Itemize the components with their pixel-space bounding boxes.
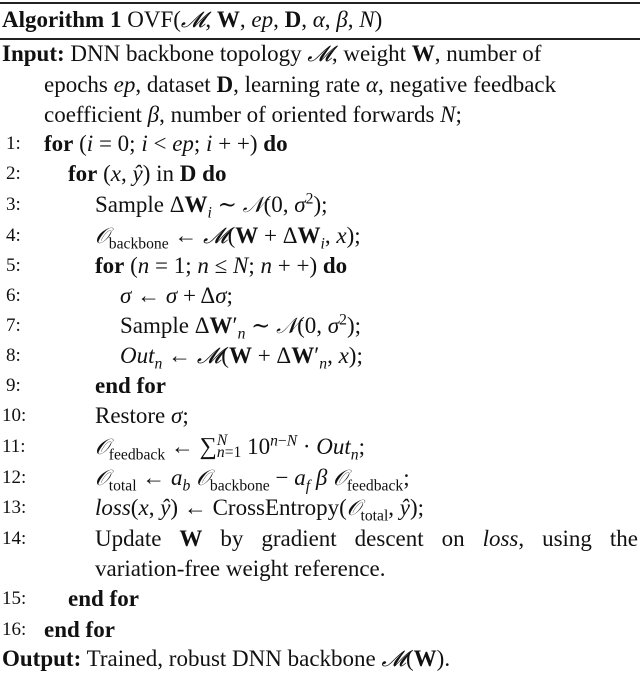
step-2-code: for (x, ŷ) in D do bbox=[68, 161, 227, 186]
algorithm-name: OVF bbox=[127, 7, 174, 32]
line-number: 13: bbox=[2, 497, 27, 518]
step-6 bbox=[0, 281, 640, 311]
algorithm-title: Algorithm 1 OVF(𝓜, W, ep, D, α, β, N) bbox=[2, 7, 383, 33]
step-7-code: Sample $\Delta W'_n$ ∼ 𝒩(0, $\sigma^2$); bbox=[120, 311, 361, 343]
line-number: 2: bbox=[6, 163, 21, 184]
line-number: 6: bbox=[6, 285, 21, 306]
line-number: 4: bbox=[6, 225, 21, 246]
step-11 bbox=[0, 432, 640, 462]
step-16-code: end for bbox=[44, 617, 115, 642]
step-16 bbox=[0, 615, 640, 645]
top-rule bbox=[0, 2, 640, 4]
step-9-code: end for bbox=[95, 373, 166, 398]
step-11-code: 𝒪$_{feedback}$ ← ∑ N n=1 $10^{n-N} \cdot Out_n$; bbox=[95, 431, 365, 464]
step-3-code: Sample $\Delta W_i$ ∼ 𝒩(0, $\sigma^2$); bbox=[95, 190, 328, 222]
input-label: Input: bbox=[2, 41, 65, 66]
step-3 bbox=[0, 190, 640, 220]
line-number: 9: bbox=[6, 375, 21, 396]
step-12 bbox=[0, 463, 640, 493]
output-text: Trained, robust DNN backbone 𝓜(W). bbox=[86, 646, 451, 672]
output-label: Output: bbox=[2, 646, 82, 671]
line-number: 3: bbox=[6, 194, 21, 215]
step-4-code: 𝒪$_{backbone}$ ← 𝓜(W + $\Delta W_i$, x); bbox=[95, 223, 361, 253]
param-alpha: α bbox=[312, 7, 325, 32]
line-number: 7: bbox=[6, 315, 21, 336]
step-12-code: 𝒪$_{total}$ ← $a_b$ 𝒪$_{backbone}$ − $a_f$ β 𝒪$_{feedback}$; bbox=[95, 465, 410, 495]
param-epochs: ep bbox=[251, 7, 274, 32]
line-number: 15: bbox=[2, 588, 27, 609]
line-number: 14: bbox=[2, 528, 27, 549]
step-10-code: Restore σ; bbox=[95, 403, 189, 428]
param-dataset: D bbox=[284, 7, 302, 32]
step-14 bbox=[0, 524, 640, 554]
step-10 bbox=[0, 401, 640, 431]
step-4 bbox=[0, 221, 640, 251]
param-weight: W bbox=[216, 7, 240, 32]
param-model: 𝓜 bbox=[180, 8, 206, 33]
line-number: 12: bbox=[2, 467, 27, 488]
step-14-code-line-2: variation-free weight reference. bbox=[95, 556, 386, 581]
step-6-code: σ ← σ + Δσ; bbox=[120, 283, 233, 308]
input-line-3: coefficient β, number of oriented forwards N; bbox=[44, 102, 462, 127]
step-14-code-line-1: Update W by gradient descent on loss, using the bbox=[95, 526, 638, 551]
step-5 bbox=[0, 251, 640, 281]
step-8-code: Out$_n$ ← 𝓜(W + $\Delta W'_n$, x); bbox=[120, 343, 363, 373]
step-7 bbox=[0, 311, 640, 341]
step-1 bbox=[0, 129, 640, 159]
param-beta: β bbox=[336, 7, 348, 32]
output-section bbox=[2, 644, 640, 674]
step-9 bbox=[0, 371, 640, 401]
line-number: 11: bbox=[2, 436, 26, 457]
step-14-continued bbox=[0, 554, 640, 584]
input-line-2: epochs ep, dataset D, learning rate α, negative feedback bbox=[44, 71, 557, 97]
line-number: 8: bbox=[6, 345, 21, 366]
algorithm-label: Algorithm 1 bbox=[2, 7, 122, 32]
input-line-1: Input: DNN backbone topology 𝓜, weight W, number of bbox=[2, 41, 542, 67]
step-1-code: for (i = 0; i < ep; i + +) do bbox=[44, 131, 288, 156]
line-number: 5: bbox=[6, 255, 21, 276]
param-n: N bbox=[359, 7, 375, 32]
step-5-code: for (n = 1; n ≤ N; n + +) do bbox=[95, 253, 348, 278]
step-13 bbox=[0, 493, 640, 523]
step-15-code: end for bbox=[68, 586, 139, 611]
step-2 bbox=[0, 159, 640, 189]
line-number: 1: bbox=[6, 133, 21, 154]
input-section bbox=[2, 39, 638, 131]
step-13-code: loss(x, ŷ) ← CrossEntropy(𝒪$_{total}$, ŷ); bbox=[95, 495, 425, 525]
line-number: 10: bbox=[2, 405, 27, 426]
step-8 bbox=[0, 341, 640, 371]
line-number: 16: bbox=[2, 619, 27, 640]
step-15 bbox=[0, 584, 640, 614]
